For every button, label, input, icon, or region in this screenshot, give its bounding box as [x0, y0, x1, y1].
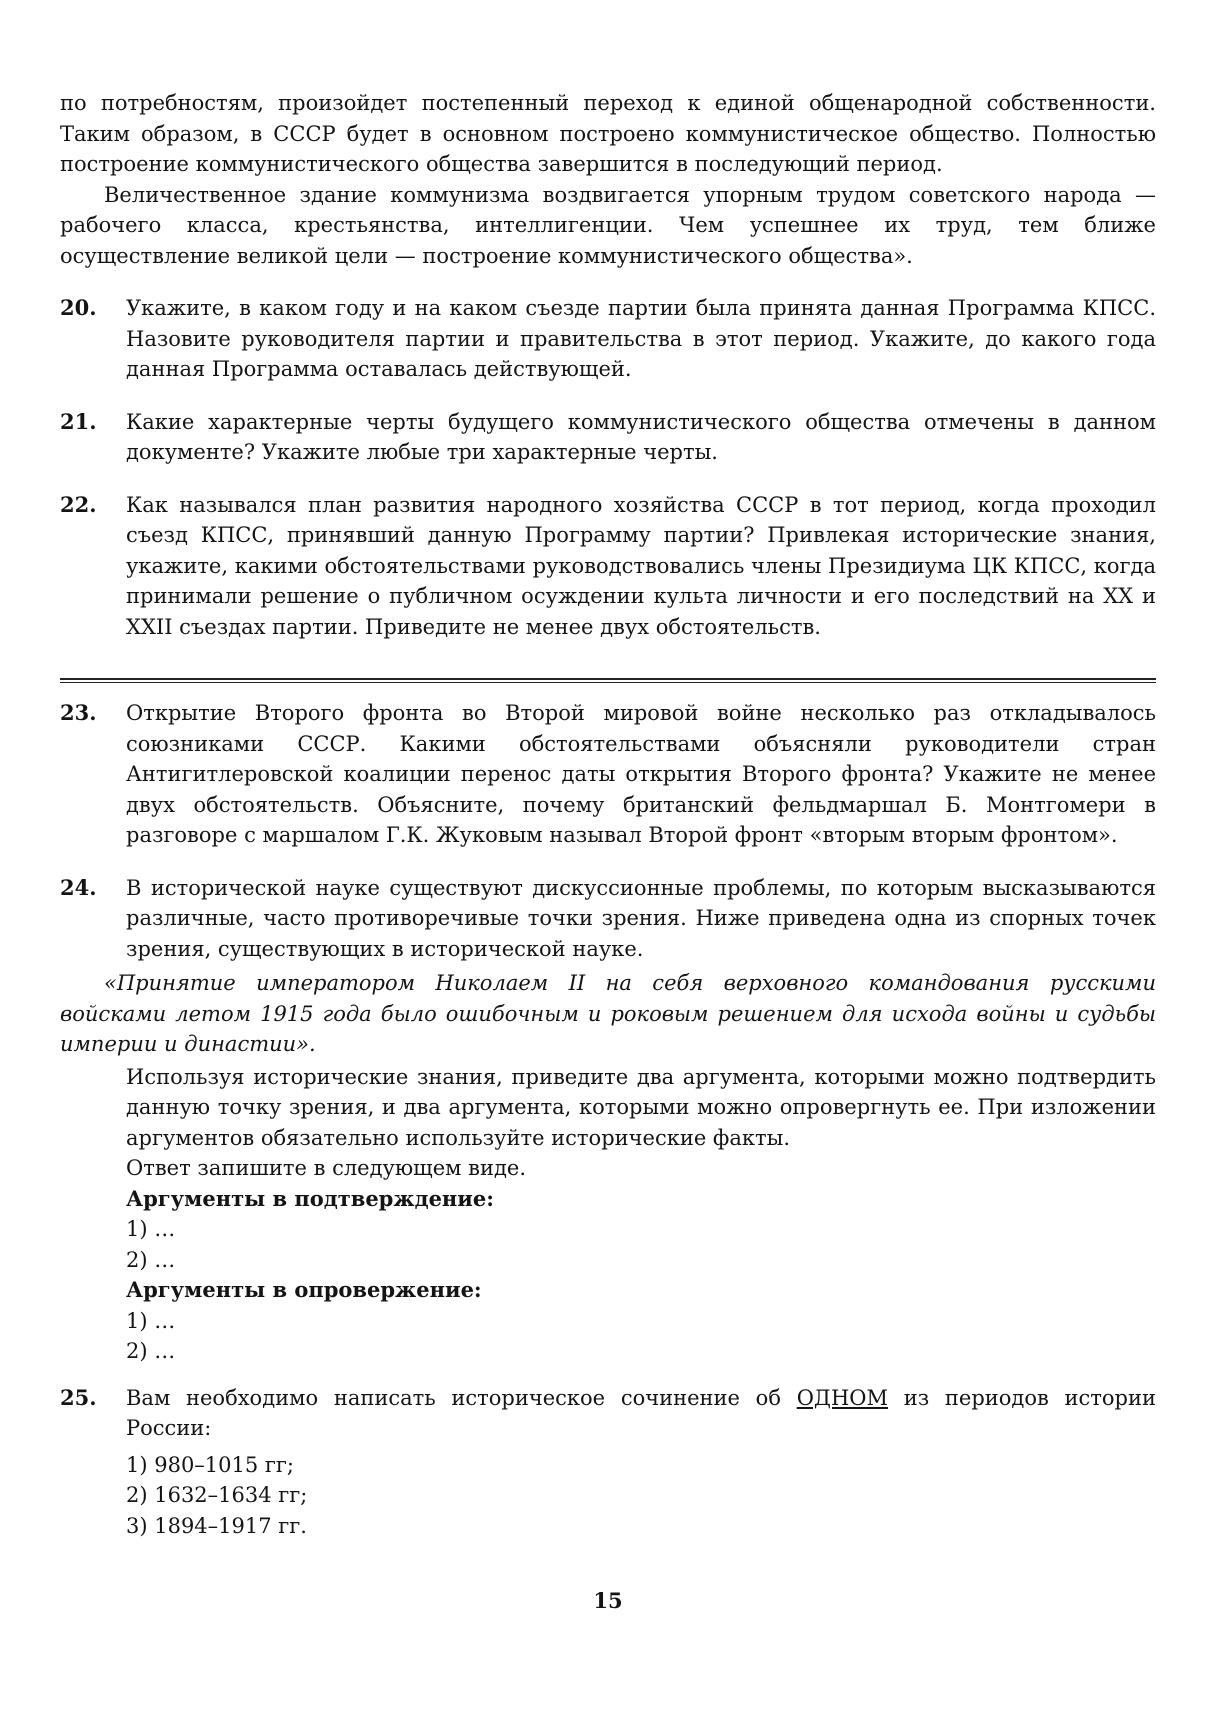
period-option: 2) 1632–1634 гг; [126, 1483, 308, 1507]
question-number: 25. [60, 1384, 97, 1410]
page-number: 15 [593, 1588, 623, 1613]
refute-heading: Аргументы в опровержение: [126, 1277, 482, 1302]
question-21 [60, 407, 1156, 468]
question-24 [60, 873, 1156, 965]
question-number: 21. [60, 408, 97, 434]
q25-text-before: Вам необходимо написать историческое сочинение об [126, 1385, 781, 1410]
question-text: Укажите, в каком году и на каком съезде партии была принята данная Программа КПСС. Назовите руководителя партии и правительства в этот период. Укажите, до какого года данная Программа оставалась действующей. [126, 296, 1156, 381]
question-25 [60, 1383, 1156, 1444]
confirm-heading: Аргументы в подтверждение: [126, 1185, 494, 1211]
q24-answer-form: Ответ запишите в следующем виде. [126, 1156, 526, 1180]
question-text: Какие характерные черты будущего коммунистического общества отмечены в данном документе? Укажите любые три характерные черты. [126, 409, 1156, 464]
question-22 [60, 490, 1156, 643]
question-text: Открытие Второго фронта во Второй мировой войне несколько раз откладывалось союзниками СССР. Какими обстоятельствами объясняли руководители стран Антигитлеровской коалиции перенос даты открытия Второго фронта? Укажите не менее двух обстоятельств. Объясните, почему британский фельдмаршал Б. Монтгомери в разговоре с маршалом Г.К. Жуковым называл Второй фронт «вторым вторым фронтом». [126, 701, 1156, 847]
section-divider [60, 678, 1156, 680]
question-number: 24. [60, 874, 97, 900]
refute-item-1: 1) … [126, 1308, 176, 1333]
period-options [126, 1450, 1156, 1542]
period-option: 3) 1894–1917 гг. [126, 1513, 307, 1538]
q25-text-after: из периодов истории России: [126, 1385, 1156, 1440]
question-text: В исторической науке существуют дискуссионные проблемы, по которым высказываются различные, часто противоречивые точки зрения. Ниже приведена одна из спорных точек зрения, существующих в исторической науке. [126, 875, 1156, 961]
refute-item-2: 2) … [126, 1339, 176, 1363]
question-text [126, 1383, 1156, 1444]
quote-viewpoint: «Принятие императором Николаем II на себя верховного командования русскими войсками летом 1915 года было ошибочным и роковым решением для исхода войны и судьбы империи и династии». [60, 971, 1156, 1056]
question-number: 20. [60, 295, 97, 320]
q24-instruction: Используя исторические знания, приведите два аргумента, которыми можно подтвердить данную точку зрения, и два аргумента, которыми можно опровергнуть ее. При изложении аргументов обязательно используйте исторические факты. [126, 1064, 1156, 1150]
question-20 [60, 293, 1156, 385]
question-number: 23. [60, 700, 97, 725]
question-text: Как назывался план развития народного хозяйства СССР в тот период, когда проходил съезд КПСС, принявший данную Программу партии? Привлекая исторические знания, укажите, какими обстоятельствами руководствовались члены Президиума ЦК КПСС, когда принимали решение о публичном осуждении культа личности и его последствий на XX и XXII съездах партии. Приведите не менее двух обстоятельств. [126, 492, 1156, 639]
period-option: 1) 980–1015 гг; [126, 1452, 295, 1477]
confirm-item-2: 2) … [126, 1247, 176, 1272]
page-content [60, 88, 1156, 1541]
confirm-item-1: 1) … [126, 1217, 176, 1241]
q25-emphasis: ОДНОМ [796, 1385, 889, 1410]
question-23 [60, 698, 1156, 851]
intro-paragraph-1: по потребностям, произойдет постепенный переход к единой общенародной собственности. Таким образом, в СССР будет в основном построено коммунистическое общество. Полностью построение коммунистического общества завершится в последующий период. [60, 91, 1156, 176]
intro-paragraph-2: Величественное здание коммунизма воздвигается упорным трудом советского народа — рабочего класса, крестьянства, интеллигенции. Чем успешнее их труд, тем ближе осуществление великой цели — построение коммунистического общества». [60, 182, 1156, 268]
question-number: 22. [60, 491, 97, 517]
